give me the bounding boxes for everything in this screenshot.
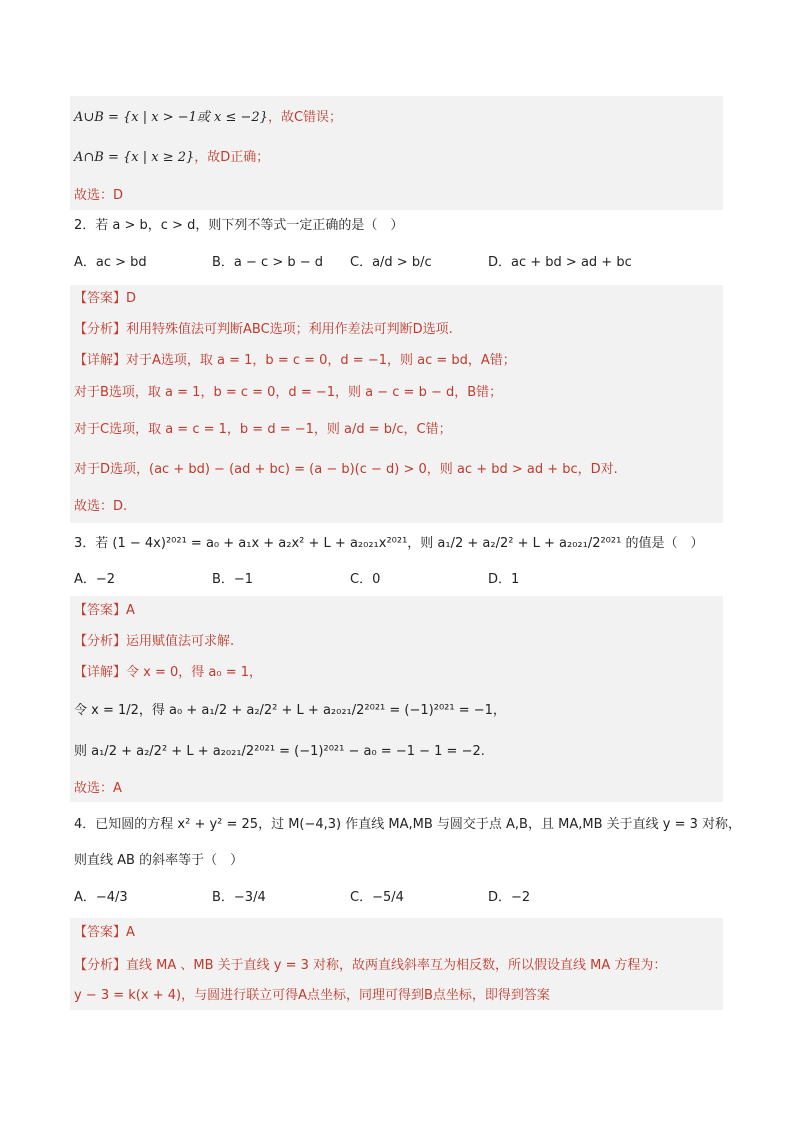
q4-analysis-line-2: y − 3 = k(x + 4)，与圆进行联立可得A点坐标，同理可得到B点坐标，即得到答案 [74, 988, 550, 1003]
q2-stem: 2．若 a > b，c > d，则下列不等式一定正确的是（ ） [74, 218, 404, 233]
answer-tag: 【答案】 [74, 603, 127, 618]
q2-detail-1 [74, 351, 516, 371]
q4-option-a: A．−4/3 [74, 890, 128, 905]
q2-option-d: D．ac + bd > ad + bc [488, 255, 632, 270]
q2-detail-3: 对于C选项，取 a = c = 1，b = d = −1，则 a/d = b/c，C错； [74, 422, 452, 437]
answer-value: A [126, 925, 135, 940]
q4-option-d: D．−2 [488, 890, 531, 905]
prev-line-2-text: ，故D正确； [194, 150, 270, 165]
analysis-text: 运用赋值法可求解. [126, 634, 235, 649]
q3-analysis [74, 632, 234, 652]
prev-line-1 [74, 108, 342, 128]
q3-answer [74, 601, 135, 621]
q2-detail-5: 故选：D. [74, 499, 128, 514]
q3-detail-1 [74, 663, 262, 683]
union-expression: A∪B = {x | x > −1或 x ≤ −2} [74, 110, 268, 125]
prev-choice: 故选：D [74, 188, 124, 203]
intersection-expression: A∩B = {x | x ≥ 2} [74, 150, 195, 165]
q2-detail-4: 对于D选项，(ac + bd) − (ad + bc) = (a − b)(c − d) > 0，则 ac + bd > ad + bc，D对. [74, 462, 618, 477]
q3-detail-4: 故选：A [74, 781, 122, 796]
q2-detail-2: 对于B选项，取 a = 1，b = c = 0，d = −1，则 a − c = b − d，B错； [74, 385, 503, 400]
prev-line-1-text: ，故C错误； [267, 110, 343, 125]
q3-option-a: A．−2 [74, 572, 116, 587]
detail-text: 令 x = 0，得 a₀ = 1， [126, 665, 263, 680]
q4-option-c: C．−5/4 [350, 890, 404, 905]
q2-answer [74, 289, 136, 309]
answer-value: A [126, 603, 135, 618]
prev-line-2 [74, 148, 269, 168]
detail-text: 对于A选项，取 a = 1，b = c = 0，d = −1，则 ac = bd，A错； [126, 353, 516, 368]
q4-option-b: B．−3/4 [212, 890, 266, 905]
q2-option-b: B．a − c > b − d [212, 255, 324, 270]
q3-detail-3: 则 a₁/2 + a₂/2² + L + a₂₀₂₁/2²⁰²¹ = (−1)²⁰²¹ − a₀ = −1 − 1 = −2. [74, 744, 485, 759]
detail-tag: 【详解】 [74, 665, 127, 680]
q4-stem-line-2: 则直线 AB 的斜率等于（ ） [74, 853, 244, 868]
detail-tag: 【详解】 [74, 353, 127, 368]
q4-stem-line-1: 4．已知圆的方程 x² + y² = 25，过 M(−4,3) 作直线 MA,MB 与圆交于点 A,B，且 MA,MB 关于直线 y = 3 对称， [74, 817, 742, 832]
q3-option-d: D．1 [488, 572, 520, 587]
answer-value: D [126, 291, 137, 306]
q2-option-c: C．a/d > b/c [350, 255, 432, 270]
q2-option-a: A．ac > bd [74, 255, 147, 270]
analysis-tag: 【分析】 [74, 634, 127, 649]
q2-analysis [74, 320, 453, 340]
analysis-text: 直线 MA 、MB 关于直线 y = 3 对称，故两直线斜率互为相反数，所以假设直线 MA 方程为： [126, 958, 667, 973]
q4-analysis [74, 956, 666, 976]
q3-option-b: B．−1 [212, 572, 254, 587]
q3-option-c: C．0 [350, 572, 381, 587]
analysis-text: 利用特殊值法可判断ABC选项；利用作差法可判断D选项. [126, 322, 453, 337]
analysis-tag: 【分析】 [74, 958, 127, 973]
answer-tag: 【答案】 [74, 925, 127, 940]
q3-solution-block [70, 596, 723, 802]
q3-detail-2: 令 x = 1/2，得 a₀ + a₁/2 + a₂/2² + L + a₂₀₂₁/2²⁰²¹ = (−1)²⁰²¹ = −1， [74, 703, 506, 718]
answer-tag: 【答案】 [74, 291, 127, 306]
q4-answer [74, 923, 135, 943]
q3-stem: 3．若 (1 − 4x)²⁰²¹ = a₀ + a₁x + a₂x² + L + a₂₀₂₁x²⁰²¹，则 a₁/2 + a₂/2² + L + a₂₀₂₁/2²⁰²¹ 的值是（ ） [74, 536, 704, 551]
analysis-tag: 【分析】 [74, 322, 127, 337]
